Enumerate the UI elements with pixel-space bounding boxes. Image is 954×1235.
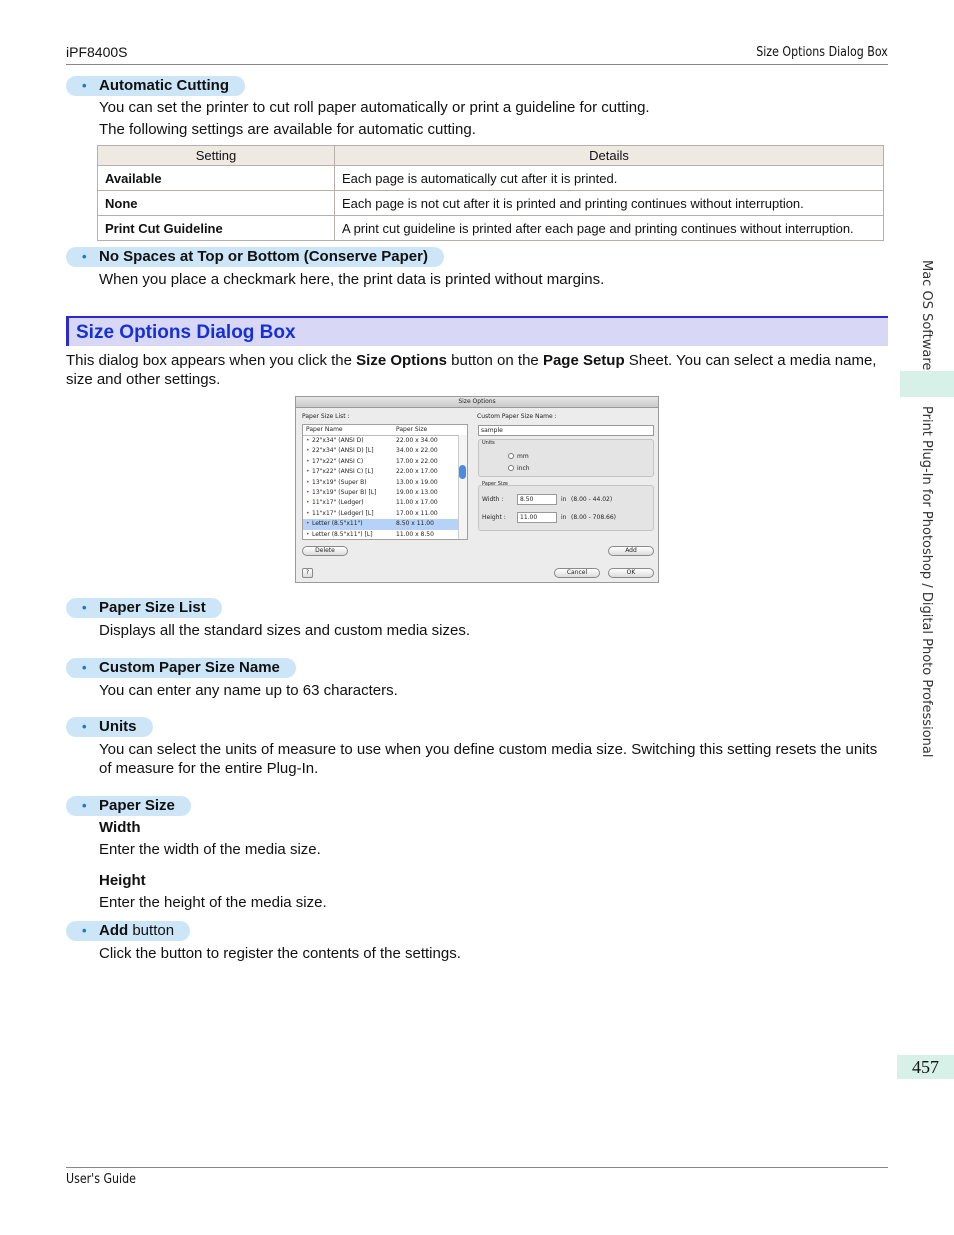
col-paper-size[interactable]: Paper Size [396, 426, 428, 433]
bullet-icon: • [82, 249, 87, 264]
media-bullet-icon: • [306, 468, 310, 476]
width-unit: in [561, 496, 567, 503]
list-item-name: Letter (8.5"x11") [L] [312, 530, 373, 538]
list-item[interactable] [303, 488, 467, 498]
bullet-icon: • [82, 600, 87, 615]
height-input[interactable]: 11.00 [517, 512, 557, 523]
cancel-button[interactable]: Cancel [554, 568, 600, 578]
units-text: You can select the units of measure to use when you define custom media size. Switching this setting resets the units of measure for the entire Plug-In. [99, 741, 878, 777]
header-rule [66, 64, 888, 65]
sidebar-tab-marker [900, 371, 954, 397]
heading-automatic-cutting: • Automatic Cutting [66, 76, 245, 96]
help-button[interactable]: ? [302, 568, 313, 578]
footer-guide: User's Guide [66, 1172, 136, 1187]
header-product: iPF8400S [66, 44, 128, 60]
media-bullet-icon: • [306, 488, 310, 496]
table-cell: Print Cut Guideline [98, 216, 335, 241]
list-item[interactable] [303, 498, 467, 508]
settings-table [97, 145, 884, 241]
list-item-name: Letter (8.5"x11") [312, 520, 363, 528]
height-range: (8.00 - 708.66) [571, 514, 617, 521]
intro-size-options: Size Options [356, 352, 448, 369]
list-item-size: 19.00 x 13.00 [396, 488, 438, 496]
heading-no-spaces: • No Spaces at Top or Bottom (Conserve Paper) [66, 247, 444, 267]
paper-size-list-text: Displays all the standard sizes and custom media sizes. [99, 622, 471, 639]
add-button[interactable]: Add [608, 546, 654, 556]
table-header-setting: Setting [98, 146, 335, 166]
list-item-size: 8.50 x 11.00 [396, 520, 434, 528]
media-bullet-icon: • [306, 509, 310, 517]
width-title: Width [99, 819, 141, 836]
list-item[interactable] [303, 478, 467, 488]
add-button-text: Click the button to register the contents of the settings. [99, 945, 461, 962]
table-cell: A print cut guideline is printed after each page and printing continues without interruption. [335, 216, 884, 241]
table-cell: Available [98, 166, 335, 191]
paper-size-list[interactable] [302, 424, 468, 540]
list-item-size: 22.00 x 17.00 [396, 468, 438, 476]
custom-name-text: You can enter any name up to 63 characters. [99, 682, 398, 699]
table-header-row [98, 146, 884, 166]
width-input[interactable]: 8.50 [517, 494, 557, 505]
heading-paper-size-list: • Paper Size List [66, 598, 222, 618]
paper-size-group [478, 485, 654, 531]
page-number: 457 [897, 1055, 954, 1079]
list-header [303, 425, 467, 436]
units-label: Units [482, 440, 495, 446]
media-bullet-icon: • [306, 520, 310, 528]
list-item-size: 11.00 x 8.50 [396, 530, 434, 538]
header-section: Size Options Dialog Box [756, 45, 888, 60]
heading-add-button: • Add button [66, 921, 190, 941]
media-bullet-icon: • [306, 457, 310, 465]
list-item[interactable] [303, 467, 467, 477]
height-unit: in [561, 514, 567, 521]
list-item-name: 13"x19" (Super B) [L] [312, 488, 377, 496]
automatic-cutting-line2: The following settings are available for automatic cutting. [99, 121, 476, 138]
size-options-dialog [295, 396, 659, 583]
list-item[interactable] [303, 509, 467, 519]
list-item[interactable] [303, 530, 467, 540]
bullet-icon: • [82, 798, 87, 813]
unit-mm-label: mm [517, 453, 529, 460]
list-scrollbar[interactable] [458, 435, 467, 539]
delete-button[interactable]: Delete [302, 546, 348, 556]
table-cell: None [98, 191, 335, 216]
section-title: Size Options Dialog Box [76, 322, 296, 343]
width-text: Enter the width of the media size. [99, 841, 321, 858]
bullet-icon: • [82, 660, 87, 675]
list-item-name: 13"x19" (Super B) [312, 478, 367, 486]
media-bullet-icon: • [306, 478, 310, 486]
media-bullet-icon: • [306, 530, 310, 538]
dialog-title: Size Options [296, 397, 658, 408]
custom-name-label: Custom Paper Size Name : [477, 413, 557, 420]
unit-inch-label: inch [517, 465, 530, 472]
section-intro: This dialog box appears when you click the Size Options button on the Page Setup Sheet. You can select a media name, size and other settings. [66, 352, 877, 388]
heading-custom-name: • Custom Paper Size Name [66, 658, 296, 678]
width-label: Width : [482, 496, 504, 503]
table-row [98, 216, 884, 241]
custom-name-input[interactable]: sample [478, 425, 654, 436]
table-cell: Each page is not cut after it is printed and printing continues without interruption. [335, 191, 884, 216]
media-bullet-icon: • [306, 499, 310, 507]
list-item-name: 22"x34" (ANSI D) [L] [312, 447, 374, 455]
bullet-icon: • [82, 78, 87, 93]
heading-units: • Units [66, 717, 153, 737]
table-row [98, 166, 884, 191]
paper-size-list-label: Paper Size List : [302, 413, 350, 420]
list-item[interactable] [303, 446, 467, 456]
list-item-name: 11"x17" (Ledger) [312, 499, 364, 507]
height-label: Height : [482, 514, 506, 521]
paper-size-label: Paper Size [482, 481, 509, 487]
list-item-size: 22.00 x 34.00 [396, 437, 438, 444]
height-title: Height [99, 872, 146, 889]
list-item-size: 17.00 x 11.00 [396, 509, 438, 517]
sidebar-category[interactable]: Mac OS Software [919, 260, 934, 371]
unit-mm-radio[interactable] [508, 453, 514, 459]
bullet-icon: • [82, 719, 87, 734]
list-item-size: 34.00 x 22.00 [396, 447, 438, 455]
intro-page-setup: Page Setup [542, 352, 625, 369]
media-bullet-icon: • [306, 437, 310, 444]
ok-button[interactable]: OK [608, 568, 654, 578]
list-item-size: 13.00 x 19.00 [396, 478, 438, 486]
list-item-name: 17"x22" (ANSI C) [312, 457, 364, 465]
height-text: Enter the height of the media size. [99, 894, 327, 911]
unit-inch-radio[interactable] [508, 465, 514, 471]
list-item[interactable] [303, 519, 467, 529]
list-item[interactable] [303, 436, 467, 446]
list-item-name: 22"x34" (ANSI D) [312, 437, 364, 444]
list-item-name: 17"x22" (ANSI C) [L] [312, 468, 374, 476]
sidebar-subcategory[interactable]: Print Plug-In for Photoshop / Digital Photo Professional [919, 406, 934, 758]
col-paper-name[interactable]: Paper Name [306, 426, 343, 433]
scroll-thumb[interactable] [459, 465, 466, 479]
media-bullet-icon: • [306, 447, 310, 455]
bullet-icon: • [82, 923, 87, 938]
automatic-cutting-line1: You can set the printer to cut roll paper automatically or print a guideline for cutting. [99, 99, 650, 116]
list-item-size: 11.00 x 17.00 [396, 499, 438, 507]
list-item[interactable] [303, 457, 467, 467]
list-item-size: 17.00 x 22.00 [396, 457, 438, 465]
list-item-name: 11"x17" (Ledger) [L] [312, 509, 374, 517]
table-header-details: Details [335, 146, 884, 166]
width-range: (8.00 - 44.02) [571, 496, 613, 503]
footer-rule [66, 1167, 888, 1168]
no-spaces-text: When you place a checkmark here, the print data is printed without margins. [99, 271, 605, 288]
table-cell: Each page is automatically cut after it is printed. [335, 166, 884, 191]
table-row [98, 191, 884, 216]
units-group [478, 439, 654, 477]
heading-paper-size: • Paper Size [66, 796, 191, 816]
